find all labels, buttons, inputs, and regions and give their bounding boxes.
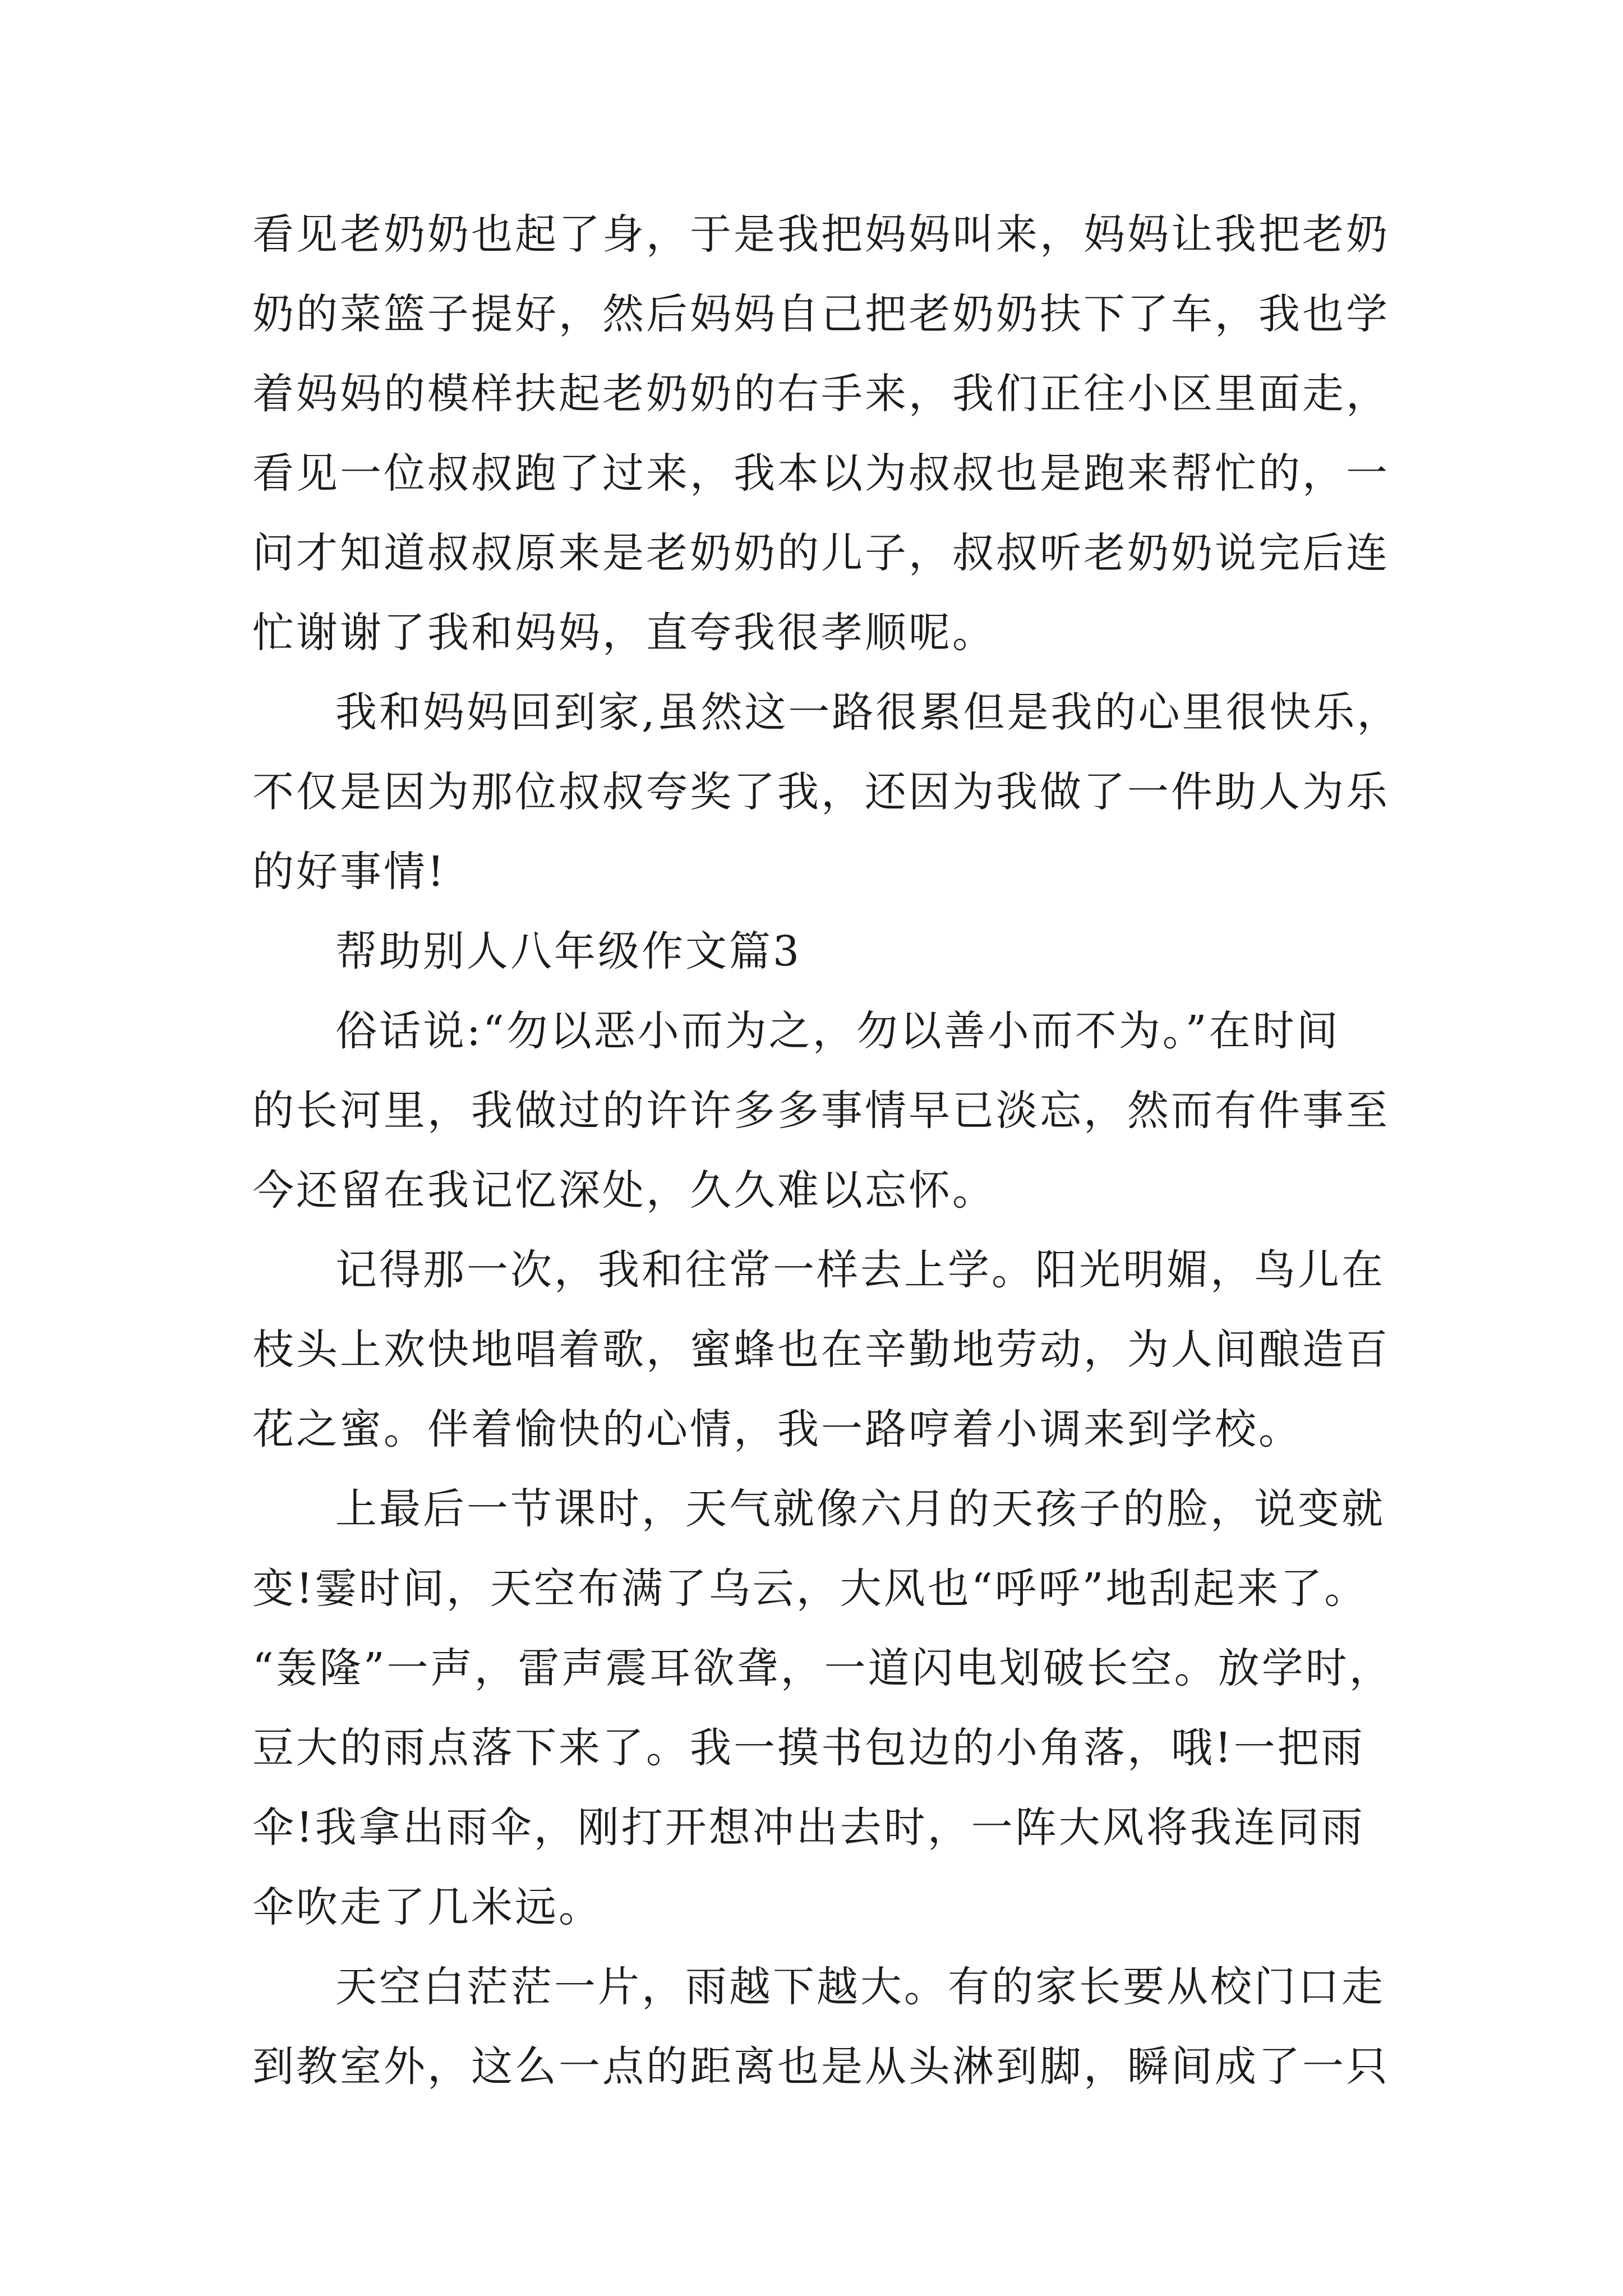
paragraph-start-line: 天空白茫茫一片，雨越下越大。有的家长要从校门口走 bbox=[335, 1963, 1385, 2011]
body-text-line: 伞!我拿出雨伞，刚打开想冲出去时，一阵大风将我连同雨 bbox=[252, 1803, 1365, 1852]
body-text-line: 不仅是因为那位叔叔夸奖了我，还因为我做了一件助人为乐 bbox=[252, 768, 1390, 816]
body-text-line: 伞吹走了几米远。 bbox=[252, 1883, 602, 1931]
body-text-line: 今还留在我记忆深处，久久难以忘怀。 bbox=[252, 1166, 996, 1214]
body-text-line: 看见一位叔叔跑了过来，我本以为叔叔也是跑来帮忙的，一 bbox=[252, 449, 1390, 498]
body-text-line: 忙谢谢了我和妈妈，直夸我很孝顺呢。 bbox=[252, 609, 996, 657]
paragraph-start-line: 我和妈妈回到家,虽然这一路很累但是我的心里很快乐， bbox=[335, 688, 1401, 737]
body-text-line: 豆大的雨点落下来了。我一摸书包边的小角落，哦!一把雨 bbox=[252, 1724, 1365, 1772]
paragraph-start-line: 俗话说:“勿以恶小而为之，勿以善小而不为。”在时间 bbox=[335, 1007, 1340, 1055]
body-text-line: 问才知道叔叔原来是老奶奶的儿子，叔叔听老奶奶说完后连 bbox=[252, 529, 1390, 577]
body-text-line: 看见老奶奶也起了身，于是我把妈妈叫来，妈妈让我把老奶 bbox=[252, 210, 1390, 259]
body-text-line: 奶的菜篮子提好，然后妈妈自己把老奶奶扶下了车，我也学 bbox=[252, 290, 1390, 338]
paragraph-start-line: 记得那一次，我和往常一样去上学。阳光明媚，鸟儿在 bbox=[335, 1246, 1385, 1294]
body-text-line: 花之蜜。伴着愉快的心情，我一路哼着小调来到学校。 bbox=[252, 1405, 1302, 1453]
section-heading: 帮助别人八年级作文篇3 bbox=[335, 927, 802, 976]
body-text-line: 变!霎时间，天空布满了乌云，大风也“呼呼”地刮起来了。 bbox=[252, 1565, 1368, 1613]
body-text-line: 着妈妈的模样扶起老奶奶的右手来，我们正往小区里面走， bbox=[252, 370, 1390, 418]
paragraph-start-line: 上最后一节课时，天气就像六月的天孩子的脸，说变就 bbox=[335, 1485, 1385, 1533]
body-text-line: 枝头上欢快地唱着歌，蜜蜂也在辛勤地劳动，为人间酿造百 bbox=[252, 1326, 1390, 1374]
body-text-line: 到教室外，这么一点的距离也是从头淋到脚，瞬间成了一只 bbox=[252, 2042, 1390, 2091]
body-text-line: “轰隆”一声，雷声震耳欲聋，一道闪电划破长空。放学时， bbox=[252, 1644, 1393, 1692]
body-text-line: 的好事情! bbox=[252, 848, 446, 896]
body-text-line: 的长河里，我做过的许许多多事情早已淡忘，然而有件事至 bbox=[252, 1087, 1390, 1135]
